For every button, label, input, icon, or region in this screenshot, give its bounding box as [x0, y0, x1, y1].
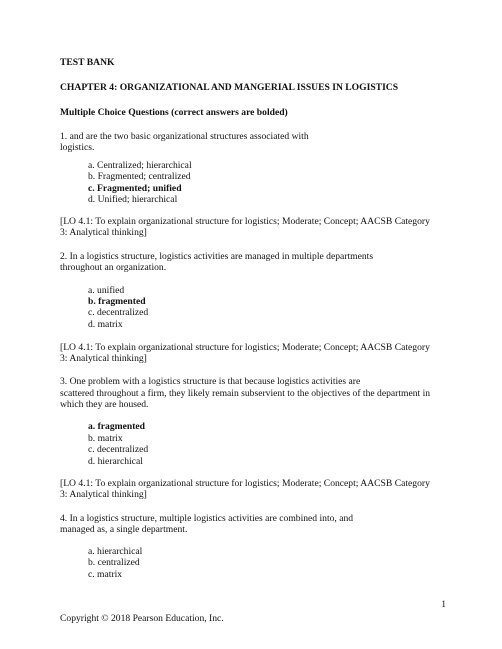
- question-3-option-a: a. fragmented: [88, 421, 146, 432]
- question-4-stem: 4. In a logistics structure, multiple logistics activities are combined into, and: [60, 513, 354, 524]
- question-1-option-a: a. Centralized; hierarchical: [88, 160, 192, 171]
- question-1-option-b: b. Fragmented; centralized: [88, 171, 191, 182]
- test-bank-heading: TEST BANK: [60, 57, 115, 68]
- question-4-option-b: b. centralized: [88, 557, 140, 568]
- question-4-option-a: a. hierarchical: [88, 546, 143, 557]
- question-1-option-c: c. Fragmented; unified: [88, 183, 182, 194]
- question-3-option-b: b. matrix: [88, 433, 123, 444]
- chapter-title: CHAPTER 4: ORGANIZATIONAL AND MANGERIAL ISSUES IN LOGISTICS: [60, 82, 399, 93]
- question-1-stem: 1. and are the two basic organizational structures associated with: [60, 131, 309, 142]
- question-3-stem: 3. One problem with a logistics structure is that because logistics activities are: [60, 376, 361, 387]
- section-heading: Multiple Choice Questions (correct answers are bolded): [60, 107, 288, 118]
- question-2-option-d: d. matrix: [88, 319, 123, 330]
- question-2-lo: [LO 4.1: To explain organizational structure for logistics; Moderate; Concept; AACSB Category: [60, 342, 430, 353]
- question-3-lo: [LO 4.1: To explain organizational structure for logistics; Moderate; Concept; AACSB Category: [60, 478, 430, 489]
- question-1-lo-cont: 3: Analytical thinking]: [60, 227, 147, 238]
- page-number: 1: [441, 599, 446, 610]
- question-2-option-a: a. unified: [88, 285, 125, 296]
- question-4-stem-cont: managed as, a single department.: [60, 524, 188, 535]
- question-1-lo: [LO 4.1: To explain organizational structure for logistics; Moderate; Concept; AACSB Category: [60, 216, 430, 227]
- question-2-stem-cont: throughout an organization.: [60, 262, 167, 273]
- question-2-option-c: c. decentralized: [88, 307, 149, 318]
- question-3-stem-cont2: which they are housed.: [60, 399, 149, 410]
- question-4-option-c: c. matrix: [88, 569, 123, 580]
- question-2-lo-cont: 3: Analytical thinking]: [60, 353, 147, 364]
- question-1-stem-cont: logistics.: [60, 142, 95, 153]
- question-3-option-c: c. decentralized: [88, 444, 149, 455]
- question-1-option-d: d. Unified; hierarchical: [88, 194, 178, 205]
- question-3-stem-cont: scattered throughout a firm, they likely remain subservient to the objectives of the department in: [60, 388, 431, 399]
- copyright-footer: Copyright © 2018 Pearson Education, Inc.: [60, 613, 224, 624]
- question-3-option-d: d. hierarchical: [88, 456, 143, 467]
- question-2-stem: 2. In a logistics structure, logistics activities are managed in multiple departments: [60, 251, 374, 262]
- question-2-option-b: b. fragmented: [88, 296, 146, 307]
- question-3-lo-cont: 3: Analytical thinking]: [60, 489, 147, 500]
